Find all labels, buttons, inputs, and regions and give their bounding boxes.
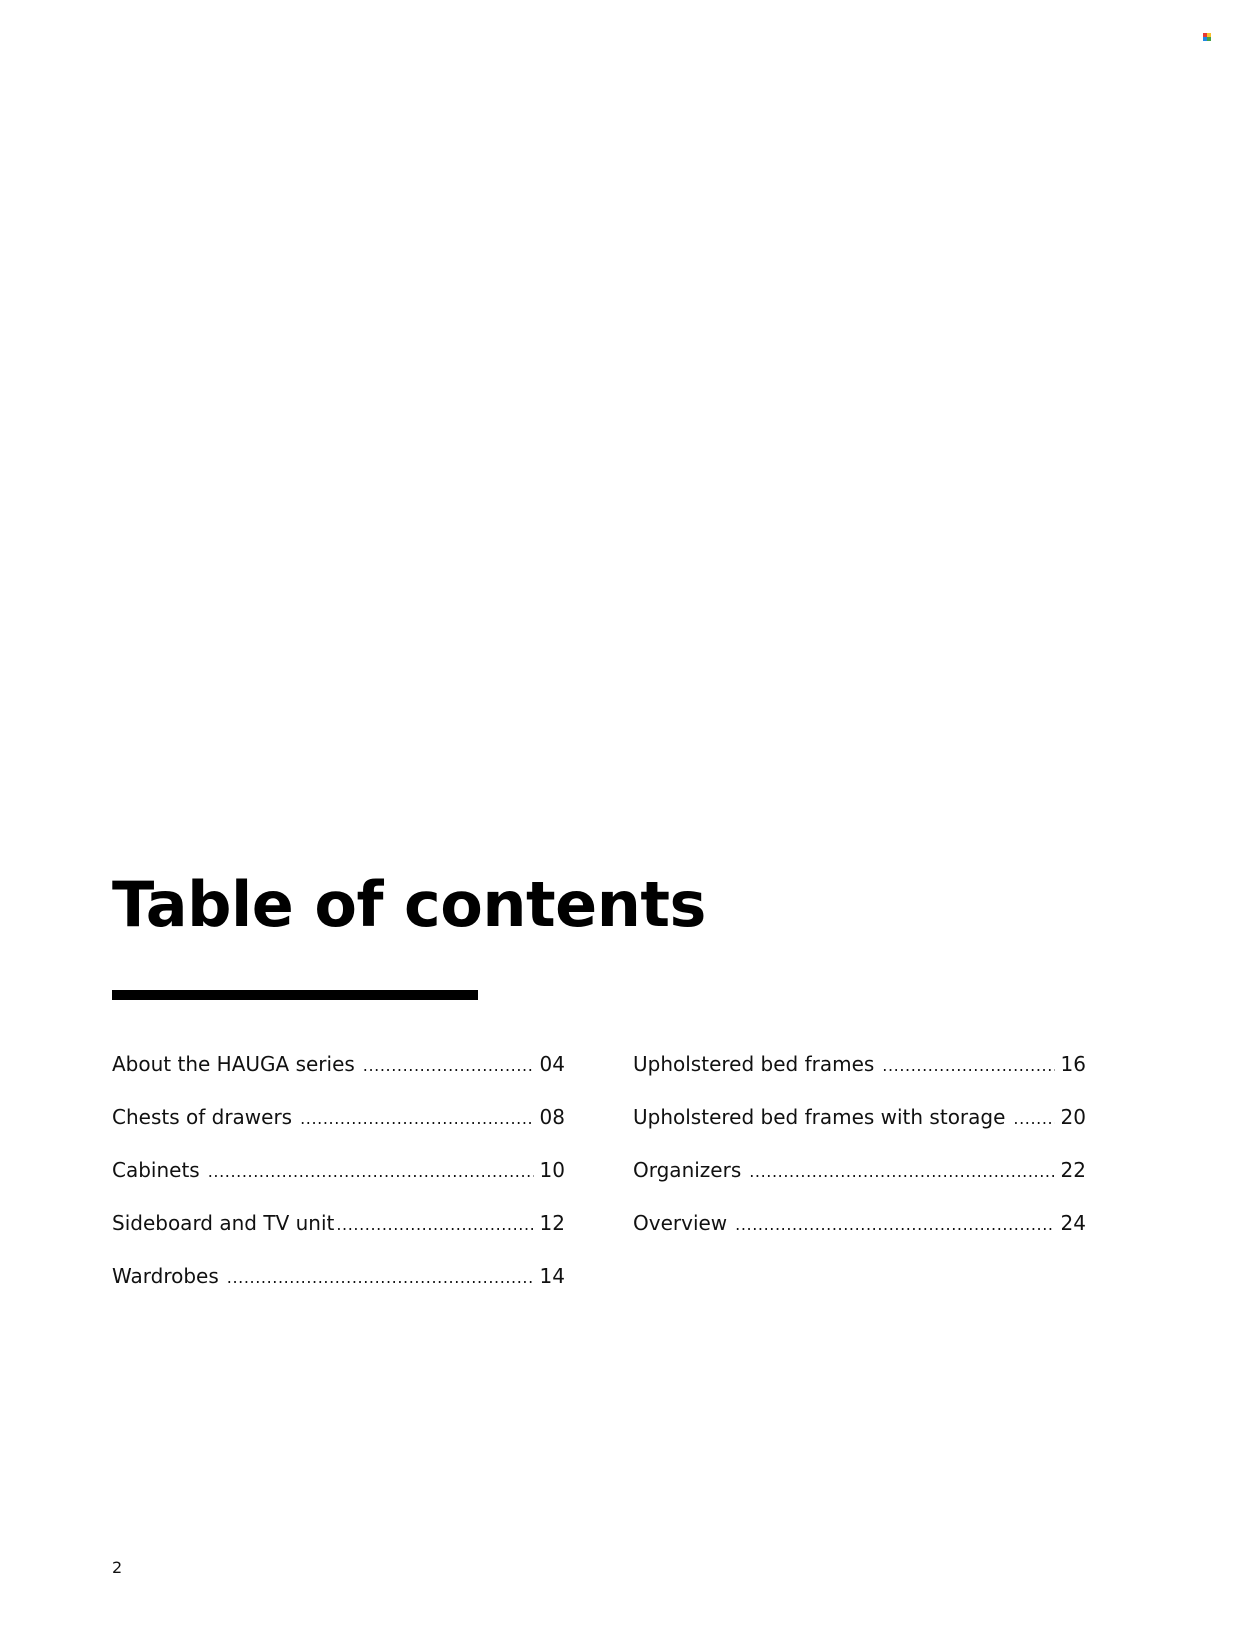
toc-entry-wardrobes[interactable]	[112, 1264, 565, 1317]
title-underline-rule	[112, 990, 478, 1000]
toc-entry-label: Overview	[633, 1211, 728, 1235]
toc-dot-leader	[882, 1054, 1054, 1078]
toc-dot-leader	[300, 1107, 533, 1131]
toc-entry-cabinets[interactable]	[112, 1158, 565, 1211]
toc-entry-label: Upholstered bed frames with storage	[633, 1105, 1006, 1129]
toc-entry-label: Organizers	[633, 1158, 742, 1182]
toc-dot-leader	[227, 1266, 534, 1290]
toc-dot-leader	[735, 1213, 1054, 1237]
toc-entry-page: 20	[1060, 1105, 1086, 1129]
toc-entry-chests-of-drawers[interactable]	[112, 1105, 565, 1158]
toc-entry-sideboard-tv-unit[interactable]	[112, 1211, 565, 1264]
toc-entry-upholstered-bed-frames[interactable]	[633, 1052, 1086, 1105]
toc-left-column	[112, 1052, 565, 1317]
toc-entry-page: 14	[539, 1264, 565, 1288]
toc-entry-page: 22	[1060, 1158, 1086, 1182]
toc-entry-page: 12	[539, 1211, 565, 1235]
toc-entry-page: 08	[539, 1105, 565, 1129]
toc-entry-label: Chests of drawers	[112, 1105, 293, 1129]
toc-entry-page: 10	[539, 1158, 565, 1182]
toc-entry-page: 04	[539, 1052, 565, 1076]
toc-entry-about-hauga[interactable]	[112, 1052, 565, 1105]
toc-entry-page: 24	[1060, 1211, 1086, 1235]
toc-entry-upholstered-bed-frames-storage[interactable]	[633, 1105, 1086, 1158]
toc-entry-overview[interactable]	[633, 1211, 1086, 1264]
toc-dot-leader	[208, 1160, 534, 1184]
corner-color-mark-icon	[1203, 33, 1211, 41]
toc-entry-label: About the HAUGA series	[112, 1052, 355, 1076]
toc-entry-organizers[interactable]	[633, 1158, 1086, 1211]
toc-entry-label: Upholstered bed frames	[633, 1052, 875, 1076]
page-title: Table of contents	[112, 868, 706, 941]
toc-entry-label: Sideboard and TV unit	[112, 1211, 335, 1235]
toc-entry-label: Wardrobes	[112, 1264, 219, 1288]
toc-dot-leader	[1013, 1107, 1054, 1131]
toc-dot-leader	[363, 1054, 534, 1078]
toc-dot-leader	[749, 1160, 1054, 1184]
page-number: 2	[112, 1558, 123, 1577]
toc-right-column	[633, 1052, 1086, 1264]
toc-entry-label: Cabinets	[112, 1158, 200, 1182]
toc-entry-page: 16	[1060, 1052, 1086, 1076]
toc-dot-leader	[336, 1213, 533, 1237]
